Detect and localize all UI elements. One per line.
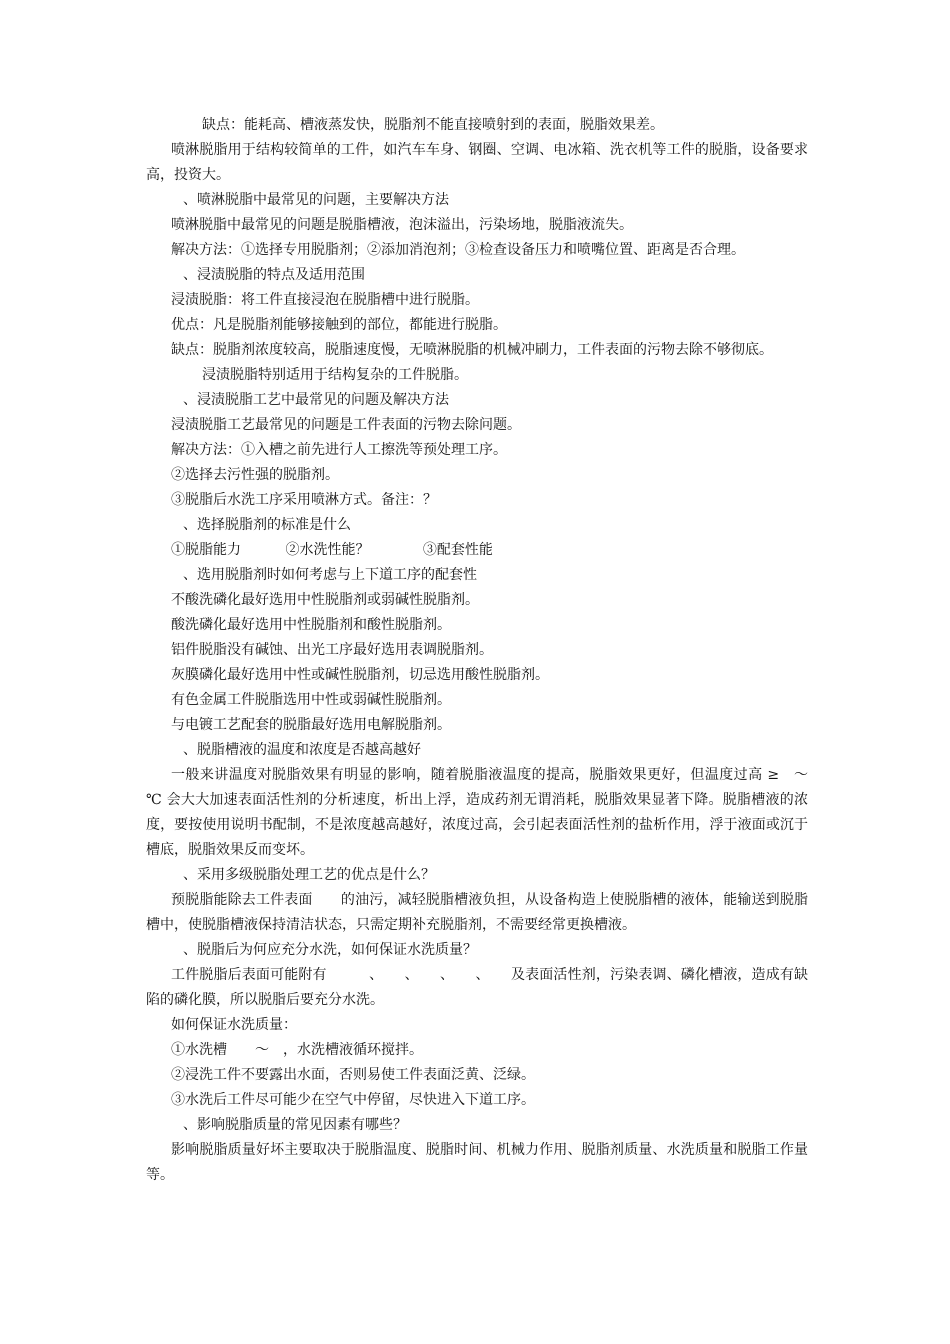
body-paragraph: 预脱脂能除去工件表面 的油污，减轻脱脂槽液负担，从设备构造上使脱脂槽的液体，能输送到脱脂槽中，使脱脂槽液保持清洁状态，只需定期补充脱脂剂，不需要经常更换槽液。 (146, 892, 808, 933)
section-heading: 、喷淋脱脂中最常见的问题，主要解决方法 (183, 192, 449, 208)
section-heading: 、选择脱脂剂的标准是什么 (183, 517, 351, 533)
body-paragraph: 铝件脱脂没有碱蚀、出光工序最好选用表调脱脂剂。 (171, 642, 493, 658)
body-paragraph: ①脱脂能力 ②水洗性能？ ③配套性能 (171, 542, 493, 558)
body-paragraph: ②浸洗工件不要露出水面，否则易使工件表面泛黄、泛绿。 (171, 1067, 535, 1083)
body-paragraph: 缺点：脱脂剂浓度较高，脱脂速度慢，无喷淋脱脂的机械冲刷力，工件表面的污物去除不够彻底。 (171, 342, 773, 358)
body-paragraph: 优点：凡是脱脂剂能够接触到的部位，都能进行脱脂。 (171, 317, 507, 333)
body-paragraph: ②选择去污性强的脱脂剂。 (171, 467, 339, 483)
section-heading: 、影响脱脂质量的常见因素有哪些？ (183, 1117, 407, 1133)
body-paragraph: 不酸洗磷化最好选用中性脱脂剂或弱碱性脱脂剂。 (171, 592, 479, 608)
body-paragraph: 酸洗磷化最好选用中性脱脂剂和酸性脱脂剂。 (171, 617, 451, 633)
section-heading: 、脱脂槽液的温度和浓度是否越高越好 (183, 742, 421, 758)
section-heading: 、浸渍脱脂的特点及适用范围 (183, 267, 365, 283)
section-heading: 、选用脱脂剂时如何考虑与上下道工序的配套性 (183, 567, 477, 583)
body-paragraph: 与电镀工艺配套的脱脂最好选用电解脱脂剂。 (171, 717, 451, 733)
body-paragraph: ③脱脂后水洗工序采用喷淋方式。备注：？ (171, 492, 437, 508)
body-paragraph: ①水洗槽 ～ ，水洗槽液循环搅拌。 (171, 1042, 423, 1058)
document-page (146, 113, 822, 1188)
body-paragraph: 有色金属工件脱脂选用中性或弱碱性脱脂剂。 (171, 692, 451, 708)
section-heading: 、脱脂后为何应充分水洗，如何保证水洗质量？ (183, 942, 477, 958)
body-paragraph: 喷淋脱脂中最常见的问题是脱脂槽液，泡沫溢出，污染场地，脱脂液流失。 (171, 217, 633, 233)
body-paragraph: 浸渍脱脂工艺最常见的问题是工件表面的污物去除问题。 (171, 417, 521, 433)
body-paragraph: ③水洗后工件尽可能少在空气中停留，尽快进入下道工序。 (171, 1092, 535, 1108)
body-paragraph: 如何保证水洗质量： (171, 1017, 297, 1033)
body-paragraph: 浸渍脱脂特别适用于结构复杂的工件脱脂。 (202, 367, 468, 383)
body-paragraph: 喷淋脱脂用于结构较简单的工件，如汽车车身、钢圈、空调、电冰箱、洗衣机等工件的脱脂，设备要求高，投资大。 (146, 142, 808, 183)
section-heading: 、采用多级脱脂处理工艺的优点是什么？ (183, 867, 435, 883)
body-paragraph: 影响脱脂质量好坏主要取决于脱脂温度、脱脂时间、机械力作用、脱脂剂质量、水洗质量和脱脂工作量等。 (146, 1142, 808, 1183)
body-paragraph: 浸渍脱脂：将工件直接浸泡在脱脂槽中进行脱脂。 (171, 292, 479, 308)
body-paragraph: 工件脱脂后表面可能附有 、 、 、 、 及表面活性剂，污染表调、磷化槽液，造成有缺陷的磷化膜，所以脱脂后要充分水洗。 (146, 967, 808, 1008)
body-paragraph: 解决方法：①入槽之前先进行人工擦洗等预处理工序。 (171, 442, 507, 458)
section-heading: 、浸渍脱脂工艺中最常见的问题及解决方法 (183, 392, 449, 408)
body-paragraph: 一般来讲温度对脱脂效果有明显的影响，随着脱脂液温度的提高，脱脂效果更好，但温度过高 ≥ ～ ℃ 会大大加速表面活性剂的分析速度，析出上浮，造成药剂无谓消耗，脱脂效果显著下降。脱脂槽液的浓度，要按使用说明书配制，不是浓度越高越好，浓度过高，会引起表面活性剂的盐析作用，浮于液面或沉于槽底，脱脂效果反而变坏。 (146, 767, 822, 858)
body-paragraph: 灰膜磷化最好选用中性或碱性脱脂剂，切忌选用酸性脱脂剂。 (171, 667, 549, 683)
body-paragraph: 缺点：能耗高、槽液蒸发快，脱脂剂不能直接喷射到的表面，脱脂效果差。 (202, 117, 664, 133)
body-paragraph: 解决方法：①选择专用脱脂剂；②添加消泡剂；③检查设备压力和喷嘴位置、距离是否合理。 (171, 242, 745, 258)
